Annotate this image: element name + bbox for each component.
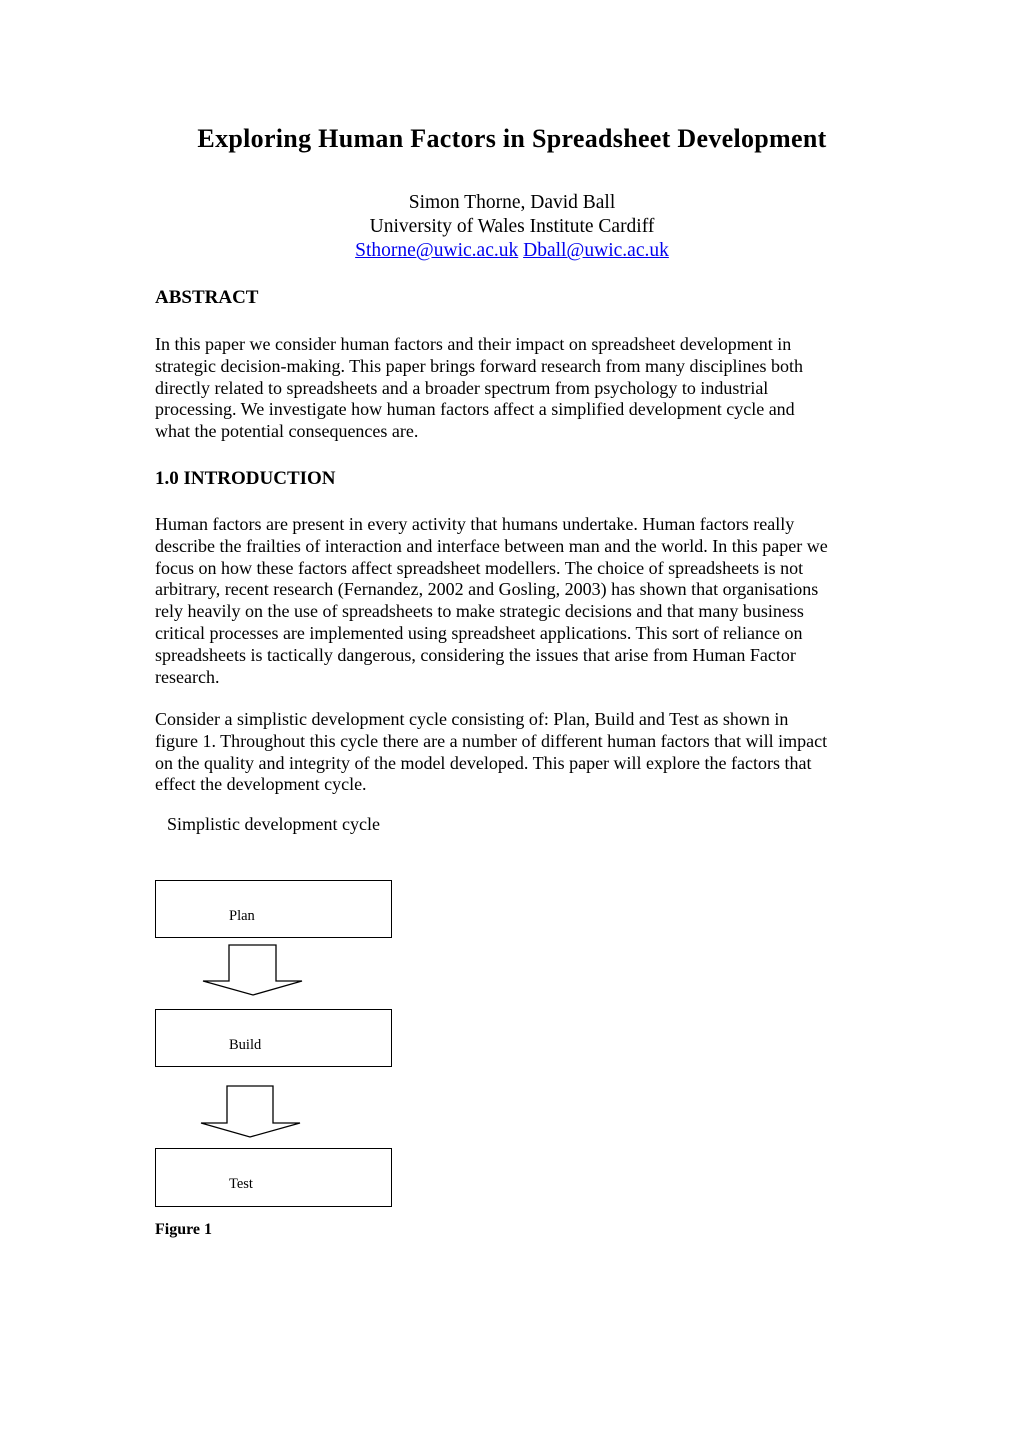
text-line: focus on how these factors affect spreadsheet modellers. The choice of spreadsheets is not	[155, 557, 804, 578]
email-link-thorne[interactable]: Sthorne@uwic.ac.uk	[355, 240, 519, 261]
step-label: Plan	[229, 908, 255, 924]
text-line: Human factors are present in every activity that humans undertake. Human factors really	[155, 514, 795, 534]
text-line: directly related to spreadsheets and a broader spectrum from psychology to industrial	[155, 377, 769, 398]
abstract-heading: ABSTRACT	[155, 287, 259, 308]
affiliation: University of Wales Institute Cardiff	[369, 216, 655, 237]
emails	[0, 239, 1024, 263]
text-line: research.	[155, 666, 220, 687]
text-line: arbitrary, recent research (Fernandez, 2002 and Gosling, 2003) has shown that organisations	[155, 579, 819, 600]
text-line: Consider a simplistic development cycle consisting of: Plan, Build and Test as shown in	[155, 709, 789, 729]
text-line: In this paper we consider human factors and their impact on spreadsheet development in	[155, 334, 792, 354]
paper-title: Exploring Human Factors in Spreadsheet Development	[197, 124, 827, 153]
intro-paragraph-1	[155, 514, 875, 688]
text-line: describe the frailties of interaction and interface between man and the world. In this paper we	[155, 535, 828, 556]
text-line: figure 1. Throughout this cycle there are a number of different human factors that will impact	[155, 730, 828, 751]
text-line: on the quality and integrity of the model developed. This paper will explore the factors that	[155, 752, 812, 773]
text-line: strategic decision-making. This paper brings forward research from many disciplines both	[155, 355, 803, 376]
text-line: spreadsheets is tactically dangerous, considering the issues that arise from Human Factor	[155, 644, 796, 665]
down-arrow-icon	[198, 1084, 304, 1140]
text-line: what the potential consequences are.	[155, 421, 419, 442]
email-link-ball[interactable]: Dball@uwic.ac.uk	[523, 240, 669, 261]
step-box-test	[155, 1148, 392, 1207]
authors: Simon Thorne, David Ball	[408, 192, 616, 213]
step-label: Test	[229, 1176, 253, 1192]
figure-caption-title: Simplistic development cycle	[167, 814, 380, 834]
intro-paragraph-2	[155, 709, 875, 796]
step-box-plan	[155, 880, 392, 938]
step-label: Build	[229, 1037, 262, 1053]
text-line: critical processes are implemented using spreadsheet applications. This sort of reliance on	[155, 622, 803, 643]
text-line: processing. We investigate how human factors affect a simplified development cycle and	[155, 399, 795, 420]
abstract-text	[155, 334, 875, 443]
down-arrow-icon	[200, 943, 306, 999]
text-line: rely heavily on the use of spreadsheets to make strategic decisions and that many business	[155, 601, 804, 622]
step-box-build	[155, 1009, 392, 1067]
introduction-heading: 1.0 INTRODUCTION	[155, 468, 336, 489]
figure-label: Figure 1	[155, 1221, 213, 1238]
text-line: effect the development cycle.	[155, 774, 367, 795]
